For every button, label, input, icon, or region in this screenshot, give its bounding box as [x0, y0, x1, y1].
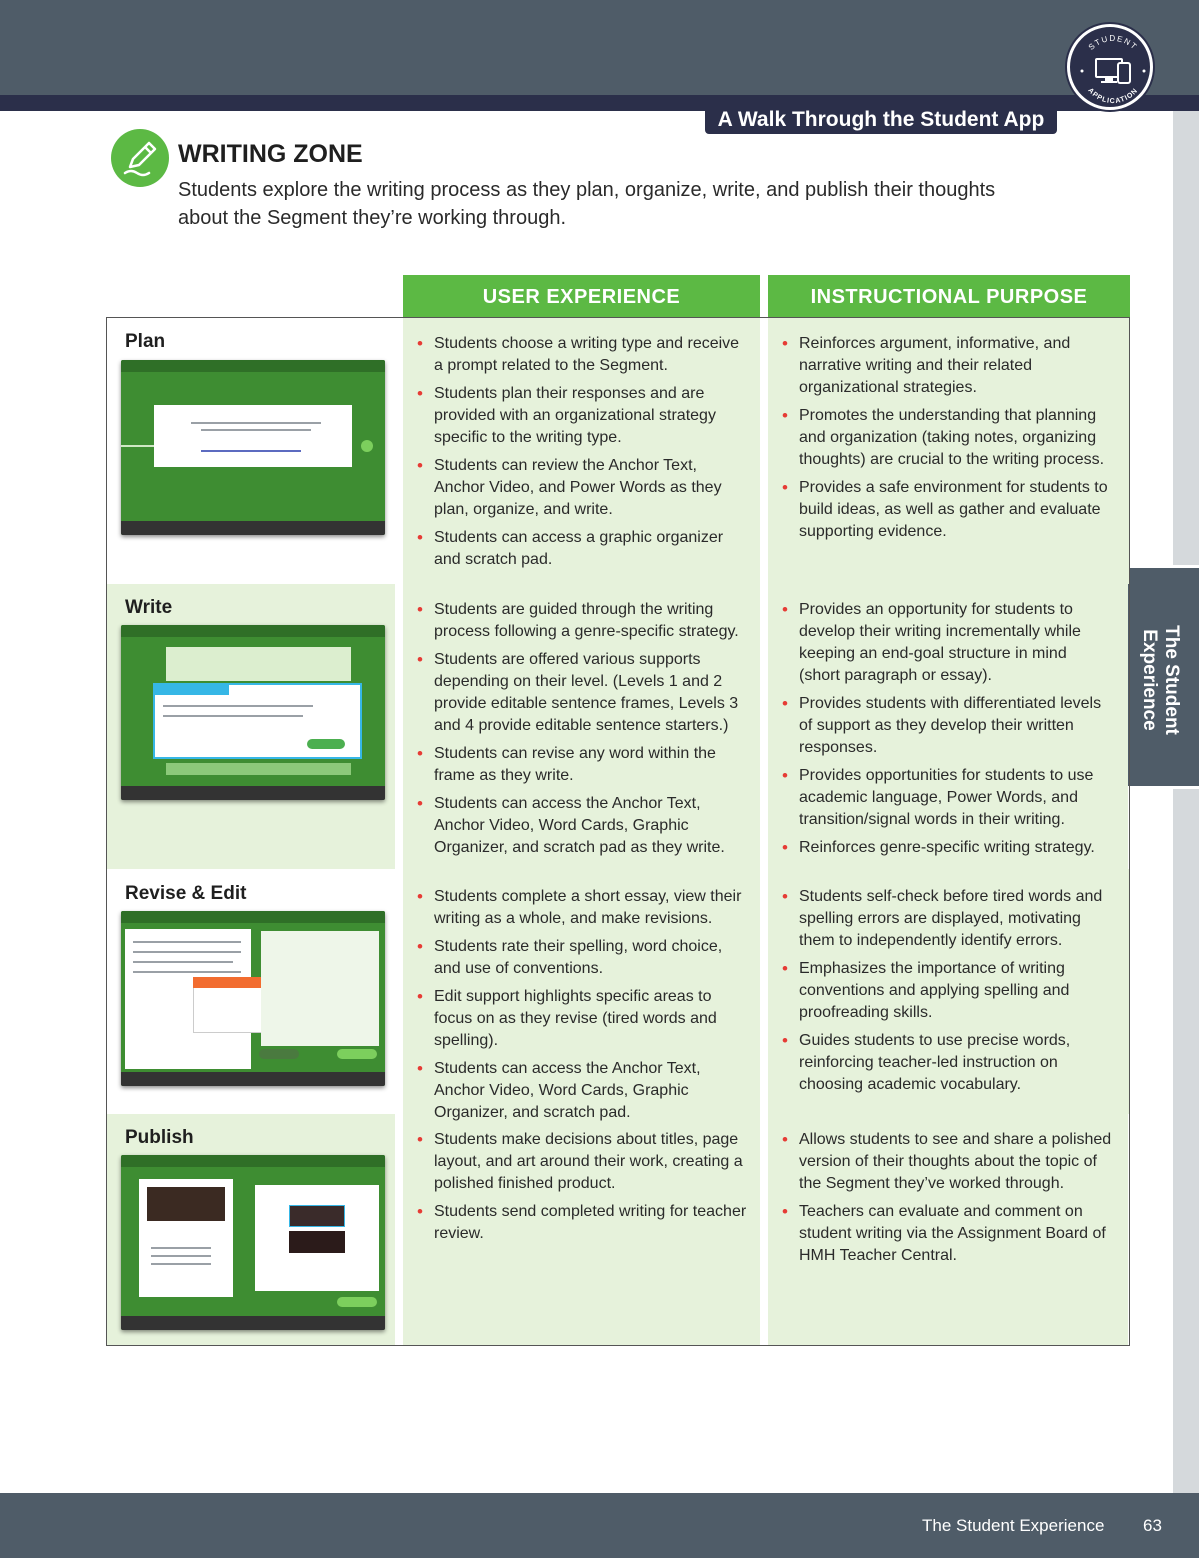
list-item: • Reinforces genre-specific writing strategy. [782, 837, 1112, 859]
list-item: • Students make decisions about titles, page layout, and art around their work, creating a polished finished product. [417, 1129, 747, 1195]
row-label-revise-edit: Revise & Edit [125, 883, 247, 904]
list-item: • Students are offered various supports depending on their level. (Levels 1 and 2 provide editable sentence frames, Levels 3 and 4 provide editable sentence starters.) [417, 649, 747, 737]
page-number: 63 [1143, 1516, 1162, 1535]
list-item: • Allows students to see and share a polished version of their thoughts about the topic of the Segment they’ve worked through. [782, 1129, 1112, 1195]
footer-section: The Student Experience [922, 1516, 1105, 1535]
write-instructional-list [782, 599, 1112, 865]
list-item: • Students can revise any word within the frame as they write. [417, 743, 747, 787]
header-user-experience: USER EXPERIENCE [403, 275, 760, 317]
list-item: • Reinforces argument, informative, and narrative writing and their related organizational strategies. [782, 333, 1112, 399]
badge-text-top: STUDENT [1086, 34, 1140, 52]
write-user-experience-list [417, 599, 747, 865]
right-margin-strip [1173, 111, 1199, 1493]
side-tab-label: The Student Experience [1139, 625, 1182, 735]
student-application-badge [1067, 24, 1153, 110]
list-item: • Students can review the Anchor Text, Anchor Video, and Power Words as they plan, organize, and write. [417, 455, 747, 521]
list-item: • Students can access a graphic organizer and scratch pad. [417, 527, 747, 571]
list-item: • Guides students to use precise words, reinforcing teacher-led instruction on choosing academic vocabulary. [782, 1030, 1117, 1096]
list-item: • Students send completed writing for teacher review. [417, 1201, 747, 1245]
zone-description: Students explore the writing process as they plan, organize, write, and publish their thoughts about the Segment they’re working through. [178, 179, 996, 229]
list-item: • Provides a safe environment for students to build ideas, as well as gather and evaluate supporting evidence. [782, 477, 1112, 543]
pencil-icon [111, 129, 169, 187]
publish-user-experience-list [417, 1129, 747, 1251]
list-item: • Provides opportunities for students to use academic language, Power Words, and transition/signal words in their writing. [782, 765, 1112, 831]
list-item: • Students choose a writing type and receive a prompt related to the Segment. [417, 333, 747, 377]
write-screenshot [121, 625, 385, 800]
revise-instructional-list [782, 886, 1117, 1102]
device-icon [1070, 27, 1156, 113]
svg-text:APPLICATION [1086, 87, 1139, 105]
revise-edit-screenshot [121, 911, 385, 1086]
publish-instructional-list [782, 1129, 1112, 1273]
list-item: • Provides students with differentiated levels of support as they develop their written responses. [782, 693, 1112, 759]
list-item: • Provides an opportunity for students to develop their writing incrementally while keeping an end-goal structure in mind (short paragraph or essay). [782, 599, 1112, 687]
row-label-write: Write [125, 597, 173, 618]
list-item: • Edit support highlights specific areas to focus on as they revise (tired words and spelling). [417, 986, 747, 1052]
list-item: • Students can access the Anchor Text, Anchor Video, Word Cards, Graphic Organizer, and scratch pad as they write. [417, 793, 747, 859]
plan-user-experience-list [417, 333, 747, 577]
row-label-publish: Publish [125, 1127, 194, 1148]
list-item: • Teachers can evaluate and comment on student writing via the Assignment Board of HMH Teacher Central. [782, 1201, 1112, 1267]
zone-title: WRITING ZONE [178, 140, 363, 168]
publish-screenshot [121, 1155, 385, 1330]
row-label-plan: Plan [125, 331, 166, 352]
revise-user-experience-list [417, 886, 747, 1130]
list-item: • Students can access the Anchor Text, Anchor Video, Word Cards, Graphic Organizer, and scratch pad. [417, 1058, 747, 1124]
list-item: • Emphasizes the importance of writing conventions and applying spelling and proofreading skills. [782, 958, 1117, 1024]
plan-instructional-list [782, 333, 1112, 549]
svg-text:STUDENT [1087, 34, 1139, 52]
badge-text-bottom: APPLICATION [1086, 87, 1140, 106]
list-item: • Students complete a short essay, view their writing as a whole, and make revisions. [417, 886, 747, 930]
header-title: A Walk Through the Student App [705, 106, 1057, 134]
top-banner [0, 0, 1199, 95]
plan-screenshot [121, 360, 385, 535]
list-item: • Students plan their responses and are provided with an organizational strategy specific to the writing type. [417, 383, 747, 449]
header-instructional-purpose: INSTRUCTIONAL PURPOSE [768, 275, 1130, 317]
list-item: • Students are guided through the writing process following a genre-specific strategy. [417, 599, 747, 643]
list-item: • Students self-check before tired words and spelling errors are displayed, motivating them to independently identify errors. [782, 886, 1117, 952]
list-item: • Promotes the understanding that planning and organization (taking notes, organizing thoughts) are crucial to the writing process. [782, 405, 1112, 471]
list-item: • Students rate their spelling, word choice, and use of conventions. [417, 936, 747, 980]
